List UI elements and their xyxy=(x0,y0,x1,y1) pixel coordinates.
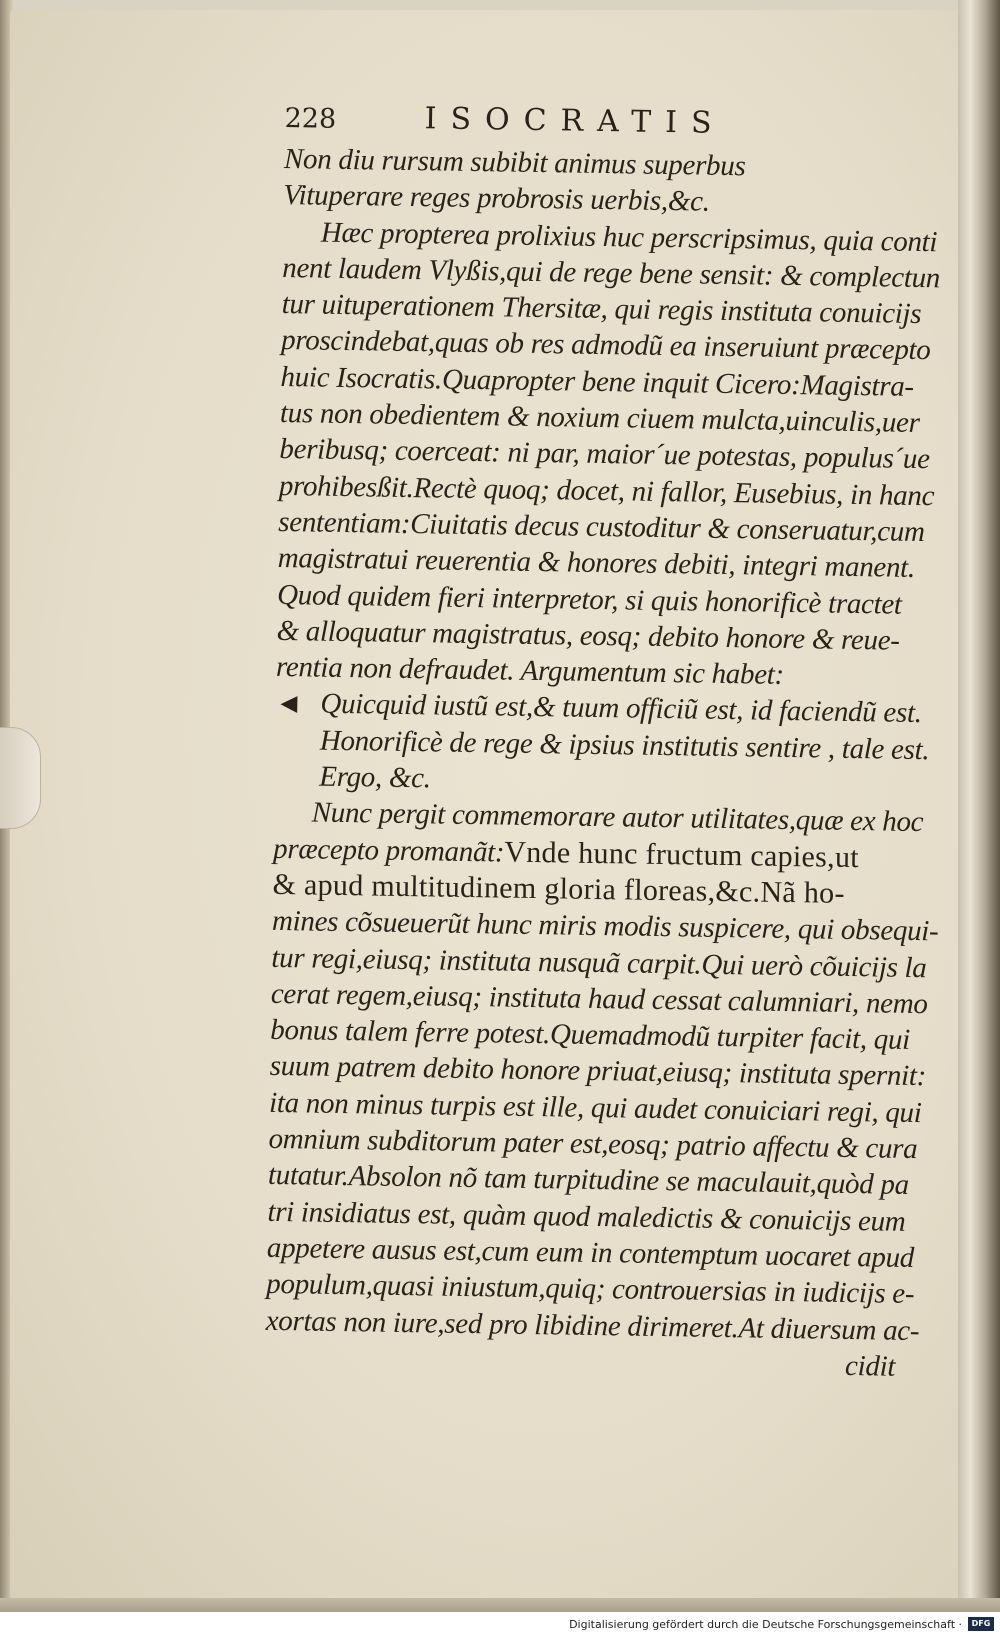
text-line: cerat regem,eiusq; instituta haud cessat calumniari, nemo xyxy=(270,977,928,1021)
text-line: mines cõsueuerũt hunc miris modis suspicere, qui obsequi- xyxy=(271,905,939,948)
funding-credit: Digitalisierung gefördert durch die Deutsche Forschungsgemeinschaft · xyxy=(569,1618,962,1631)
page-clip xyxy=(0,727,41,829)
text-line: bonus talem ferre potest.Quemadmodũ turpiter facit, qui xyxy=(270,1014,911,1057)
text-line: huic Isocratis.Quapropter bene inquit Cicero:Magistra- xyxy=(280,360,915,403)
text-line: tutatur.Absolon nõ tam turpitudine se maculauit,quòd pa xyxy=(267,1159,910,1202)
page-number: 228 xyxy=(284,102,337,135)
text-line: appetere ausus est,cum eum in contemptum uocaret apud xyxy=(266,1231,915,1274)
text-line: tur regi,eiusq; instituta nusquã carpit.Qui uerò cõuicijs la xyxy=(271,941,927,984)
text-line: Quod quidem fieri interpretor, si quis honorificè tractet xyxy=(276,578,902,621)
text-line: Vituperare reges probrosis uerbis,&c. xyxy=(283,179,710,218)
running-head: ISOCRATIS xyxy=(424,101,726,141)
catchword: cidit xyxy=(844,1349,896,1383)
facing-page-edge xyxy=(958,0,1000,1641)
dfg-logo: DFG xyxy=(968,1617,994,1631)
text-line: prohibesßit.Rectè quoq; docet, ni fallor, Eusebius, in hanc xyxy=(278,469,935,512)
digitization-footer xyxy=(0,1612,1000,1641)
text-line: beribusq; coerceat: ni par, maior´ue potestas, populus´ue xyxy=(279,433,930,476)
argument-line: ◀ Quicquid iustũ est,& tuum officiũ est, id faciendũ est. xyxy=(275,685,910,731)
text-line: sententiam:Ciuitatis decus custoditur & conseruatur,cum xyxy=(278,505,925,549)
text-line: rentia non defraudet. Argumentum sic habet: xyxy=(275,651,785,692)
text-line: xortas non iure,sed pro libidine dirimeret.At diuersum ac- xyxy=(265,1304,920,1347)
text-line: Hæc propterea prolixius huc perscripsimus, quia conti xyxy=(320,216,938,258)
text-line: tus non obedientem & noxium ciuem mulcta,uinculis,uer xyxy=(279,397,920,440)
text-line: & apud multitudinem gloria floreas,&c.Nã ho- xyxy=(272,867,846,910)
text-line: præcepto promanãt:Vnde hunc fructum capies,ut xyxy=(272,832,860,874)
page-text-block xyxy=(265,95,941,1385)
text-line: proscindebat,quas ob res admodũ ea inseruiunt præcepto xyxy=(280,324,931,367)
text-line: populum,quasi iniustum,quiq; controuersias in iudicijs e- xyxy=(266,1268,915,1311)
text-line: tur uituperationem Thersitæ, qui regis instituta conuicijs xyxy=(281,288,922,331)
text-line: magistratui reuerentia & honores debiti, integri manent. xyxy=(277,542,916,585)
text-line: suum patrem debito honore priuat,eiusq; instituta spernit: xyxy=(269,1050,927,1093)
paragraph-marker-icon: ◀ xyxy=(280,690,298,716)
text-line: ita non minus turpis est ille, qui audet conuiciari regi, qui xyxy=(268,1086,922,1129)
argument-line: Honorificè de rege & ipsius institutis sentire , tale est. xyxy=(319,724,930,766)
text-line: Non diu rursum subibit animus superbus xyxy=(283,142,746,183)
argument-line: Ergo, &c. xyxy=(319,760,431,795)
text-line: Nunc pergit commemorare autor utilitates,quæ ex hoc xyxy=(311,796,924,839)
text-line: & alloquatur magistratus, eosq; debito honore & reue- xyxy=(276,614,900,657)
text-line: nent laudem Vlyßis,qui de rege bene sensit: & complectun xyxy=(282,251,941,295)
page-bottom-edge xyxy=(0,1598,1000,1612)
text-line: omnium subditorum pater est,eosq; patrio affectu & cura xyxy=(268,1122,918,1166)
text-line: tri insidiatus est, quàm quod maledictis & conuicijs eum xyxy=(267,1195,906,1238)
